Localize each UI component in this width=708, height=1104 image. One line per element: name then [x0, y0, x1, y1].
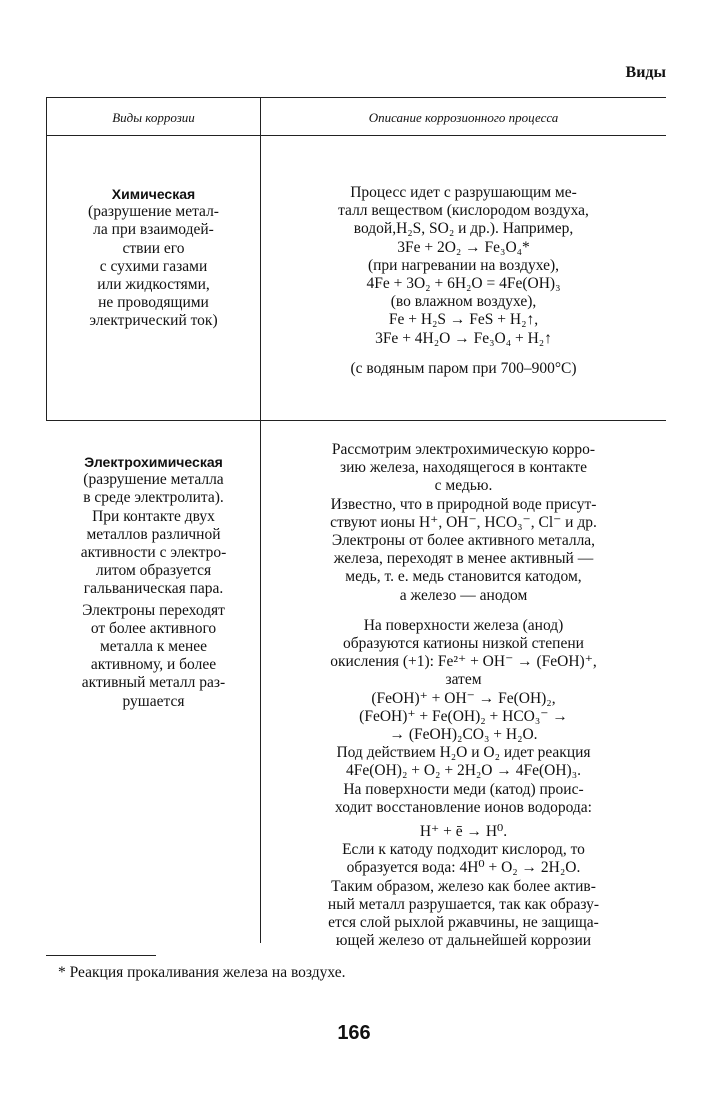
type-line: литом образуется	[95, 562, 212, 580]
corrosion-type-title: Электрохимическая	[84, 454, 223, 470]
type-line: Электроны переходят	[82, 601, 225, 619]
table-cell-chemical-type	[47, 185, 260, 331]
column-header-description: Описание коррозионного процесса	[368, 110, 559, 125]
description-line: образуются катионы низкой степени	[343, 635, 584, 653]
description-line: ющей железо от дальнейшей коррозии	[335, 932, 592, 950]
description-line: водой,H₂S, SO₂ и др.). Например,	[353, 220, 574, 238]
type-line: не проводящими	[98, 294, 209, 312]
description-line: образуется вода: 4H⁰ + O₂ → 2H₂O.	[346, 859, 581, 877]
type-line: металлов различной	[86, 525, 221, 543]
type-line: активный металл раз-	[81, 674, 226, 692]
description-line: Fe + H₂S → FeS + H₂↑,	[388, 311, 539, 329]
description-line: ствуют ионы H⁺, OH⁻, HCO₃⁻, Cl⁻ и др.	[330, 513, 597, 531]
description-line: ется слой рыхлой ржавчины, не защища-	[328, 914, 599, 932]
description-line: 3Fe + 2O₂ → Fe₃O₄*	[397, 238, 530, 256]
description-line: H⁺ + ē → H⁰.	[419, 823, 508, 841]
description-line: 4Fe + 3O₂ + 6H₂O = 4Fe(OH)₃	[366, 275, 561, 293]
type-line: электрический ток)	[89, 312, 218, 330]
description-line: (при нагревании на воздухе),	[367, 256, 560, 274]
type-line: с сухими газами	[99, 257, 208, 275]
type-line: металла к менее	[99, 638, 208, 656]
type-line: (разрушение металла	[83, 471, 224, 489]
corrosion-type-title: Химическая	[111, 186, 196, 202]
description-line: Под действием H₂O и O₂ идет реакция	[336, 744, 591, 762]
table-cell-electrochemical-type	[47, 453, 260, 711]
description-line: медь, т. е. медь становится катодом,	[345, 568, 582, 586]
type-line: При контакте двух	[92, 507, 215, 525]
type-line: активности с электро-	[80, 544, 227, 562]
type-line: ствии его	[122, 239, 185, 257]
description-line: ный металл разрушается, так как образу-	[327, 895, 600, 913]
description-line: (во влажном воздухе),	[390, 293, 537, 311]
description-line: а железо — анодом	[399, 586, 528, 604]
type-line: (разрушение метал-	[88, 203, 219, 221]
description-line: Рассмотрим электрохимическую корро-	[331, 441, 596, 458]
page-number: 166	[337, 1022, 371, 1044]
description-line: 3Fe + 4H₂O → Fe₃O₄ + H₂↑	[375, 329, 552, 347]
description-line: железа, переходят в менее активный —	[333, 550, 594, 568]
description-line: (с водяным паром при 700–900°C)	[350, 359, 577, 377]
table-top-rule	[46, 97, 666, 98]
description-line: Таким образом, железо как более актив-	[331, 877, 596, 895]
description-line: (FeOH)⁺ + OH⁻ → Fe(OH)₂,	[371, 689, 556, 707]
description-line: Электроны от более активного металла,	[331, 532, 596, 550]
description-line: окисления (+1): Fe²⁺ + OH⁻ → (FeOH)⁺,	[330, 653, 597, 671]
spacer	[261, 605, 666, 617]
description-line: зию железа, находящегося в контакте	[339, 459, 588, 477]
type-line: или жидкостями,	[97, 276, 210, 294]
type-line: от более активного	[90, 619, 217, 637]
description-line: с медью.	[434, 477, 493, 495]
type-line: активному, и более	[90, 656, 217, 674]
description-line: 4Fe(OH)₂ + O₂ + 2H₂O → 4Fe(OH)₃.	[346, 762, 581, 780]
description-line: → (FeOH)₂CO₃ + H₂O.	[389, 726, 538, 744]
table-cell-electrochemical-description	[261, 441, 666, 950]
description-line: ходит восстановление ионов водорода:	[335, 798, 592, 816]
table-cell-chemical-description	[261, 184, 666, 378]
column-header-types: Виды коррозии	[112, 110, 195, 125]
description-line: затем	[445, 671, 482, 689]
footnote: * Реакция прокаливания железа на воздухе.	[58, 964, 346, 981]
type-line: в среде электролита).	[83, 489, 224, 507]
page-header: Виды	[625, 64, 666, 81]
spacer	[261, 348, 666, 360]
description-line: На поверхности меди (катод) проис-	[343, 780, 584, 798]
description-line: талл веществом (кислородом воздуха,	[338, 202, 589, 220]
table-row-divider	[46, 420, 666, 421]
type-line: ла при взаимодей-	[93, 221, 214, 239]
description-line: (FeOH)⁺ + Fe(OH)₂ + HCO₃⁻ →	[359, 707, 568, 725]
description-line: На поверхности железа (анод)	[363, 616, 564, 634]
table-header-rule	[46, 135, 666, 136]
footnote-rule	[46, 955, 156, 956]
type-line: рушается	[122, 692, 185, 710]
description-line: Известно, что в природной воде присут-	[330, 495, 597, 513]
description-line: Если к катоду подходит кислород, то	[342, 841, 585, 859]
description-line: Процесс идет с разрушающим ме-	[350, 184, 577, 201]
type-line: гальваническая пара.	[83, 580, 224, 598]
